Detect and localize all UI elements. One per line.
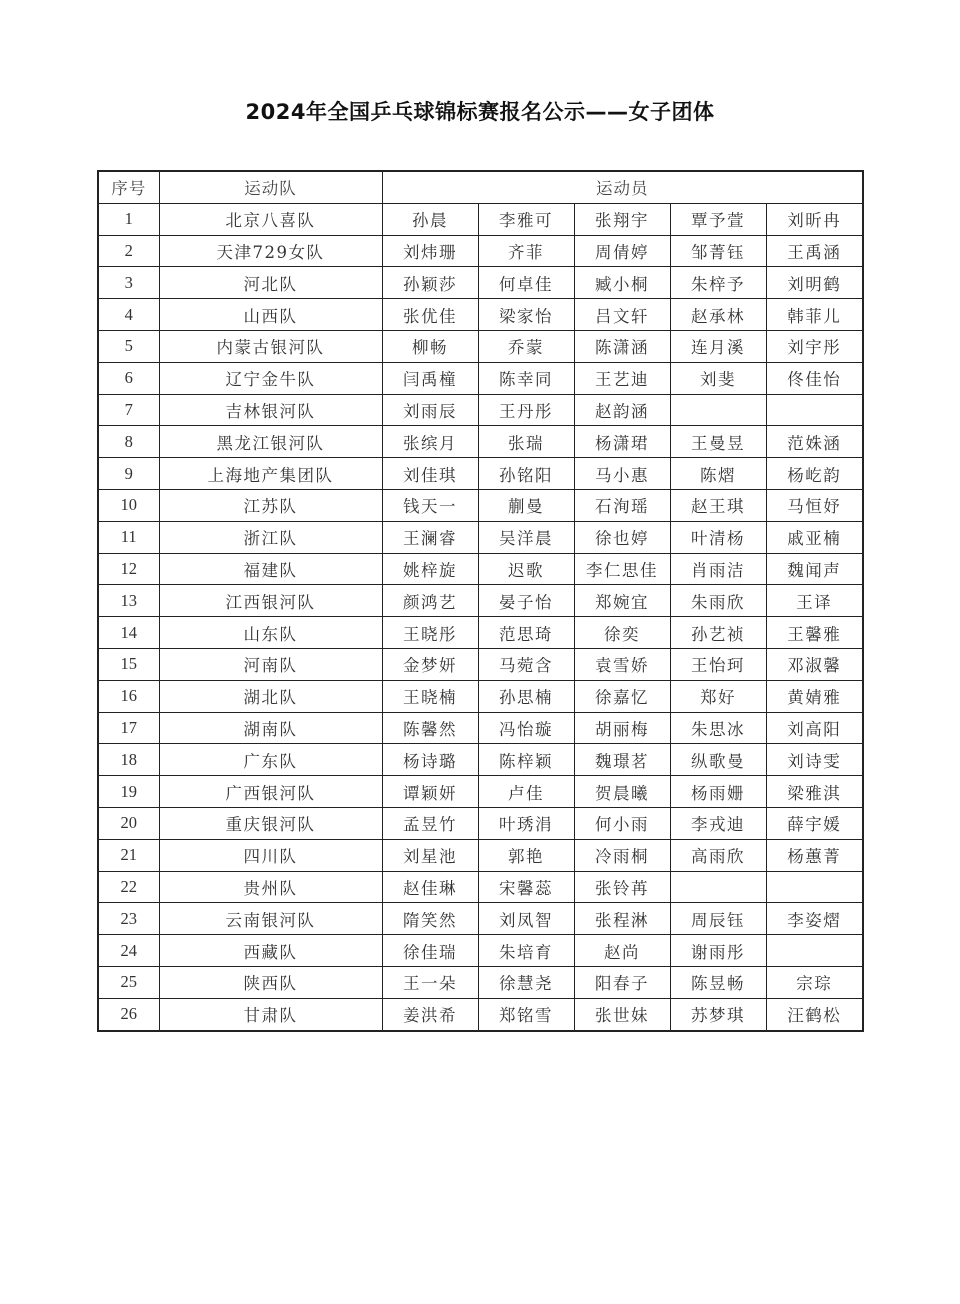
player-name: 臧小桐 — [574, 267, 670, 299]
player-name: 齐菲 — [478, 235, 574, 267]
roster-table — [97, 170, 864, 1032]
player-name: 范姝涵 — [766, 426, 863, 458]
player-name: 隋笑然 — [382, 903, 478, 935]
row-index: 9 — [98, 458, 159, 490]
row-index: 7 — [98, 394, 159, 426]
player-name: 刘凤智 — [478, 903, 574, 935]
row-index: 2 — [98, 235, 159, 267]
player-name: 徐嘉忆 — [574, 680, 670, 712]
player-name: 钱天一 — [382, 489, 478, 521]
player-name: 陈幸同 — [478, 362, 574, 394]
row-index: 17 — [98, 712, 159, 744]
table-row — [98, 648, 863, 680]
player-name: 徐佳瑞 — [382, 935, 478, 967]
player-name — [766, 871, 863, 903]
player-name: 马恒妤 — [766, 489, 863, 521]
player-name: 闫禹橦 — [382, 362, 478, 394]
team-name: 湖北队 — [159, 680, 382, 712]
player-name: 孙颖莎 — [382, 267, 478, 299]
table-row — [98, 998, 863, 1030]
player-name: 孙晨 — [382, 203, 478, 235]
player-name: 马小惠 — [574, 458, 670, 490]
header-index: 序号 — [98, 171, 159, 203]
player-name: 陈昱畅 — [670, 966, 766, 998]
player-name: 刘雨辰 — [382, 394, 478, 426]
table-row — [98, 394, 863, 426]
player-name: 杨雨姗 — [670, 776, 766, 808]
player-name: 张世妹 — [574, 998, 670, 1030]
team-name: 广西银河队 — [159, 776, 382, 808]
player-name — [766, 394, 863, 426]
player-name: 叶琇涓 — [478, 807, 574, 839]
table-row — [98, 776, 863, 808]
player-name: 宋馨蕊 — [478, 871, 574, 903]
player-name: 连月溪 — [670, 330, 766, 362]
player-name: 姚梓旋 — [382, 553, 478, 585]
table-row — [98, 966, 863, 998]
player-name: 金梦妍 — [382, 648, 478, 680]
player-name: 刘昕冉 — [766, 203, 863, 235]
player-name: 孙铭阳 — [478, 458, 574, 490]
player-name: 朱培育 — [478, 935, 574, 967]
player-name: 戚亚楠 — [766, 521, 863, 553]
player-name: 刘炜珊 — [382, 235, 478, 267]
player-name: 李戎迪 — [670, 807, 766, 839]
player-name: 谢雨彤 — [670, 935, 766, 967]
player-name: 陈馨然 — [382, 712, 478, 744]
player-name: 刘诗雯 — [766, 744, 863, 776]
player-name: 李姿熠 — [766, 903, 863, 935]
row-index: 25 — [98, 966, 159, 998]
team-name: 河北队 — [159, 267, 382, 299]
team-name: 河南队 — [159, 648, 382, 680]
player-name: 吕文轩 — [574, 299, 670, 331]
table-row — [98, 426, 863, 458]
team-name: 天津729女队 — [159, 235, 382, 267]
team-name: 重庆银河队 — [159, 807, 382, 839]
player-name: 王怡珂 — [670, 648, 766, 680]
row-index: 13 — [98, 585, 159, 617]
player-name: 蒯曼 — [478, 489, 574, 521]
row-index: 14 — [98, 617, 159, 649]
player-name: 郑婉宜 — [574, 585, 670, 617]
row-index: 21 — [98, 839, 159, 871]
player-name: 梁雅淇 — [766, 776, 863, 808]
row-index: 10 — [98, 489, 159, 521]
table-row — [98, 935, 863, 967]
player-name: 杨潇珺 — [574, 426, 670, 458]
player-name: 王馨雅 — [766, 617, 863, 649]
player-name: 郑好 — [670, 680, 766, 712]
player-name: 魏璟茗 — [574, 744, 670, 776]
team-name: 上海地产集团队 — [159, 458, 382, 490]
player-name: 王禹涵 — [766, 235, 863, 267]
player-name: 刘高阳 — [766, 712, 863, 744]
player-name: 张缤月 — [382, 426, 478, 458]
player-name: 刘斐 — [670, 362, 766, 394]
player-name: 刘星池 — [382, 839, 478, 871]
player-name: 杨屹韵 — [766, 458, 863, 490]
team-name: 黑龙江银河队 — [159, 426, 382, 458]
player-name — [766, 935, 863, 967]
table-row — [98, 807, 863, 839]
player-name: 胡丽梅 — [574, 712, 670, 744]
row-index: 23 — [98, 903, 159, 935]
team-name: 陕西队 — [159, 966, 382, 998]
table-row — [98, 553, 863, 585]
player-name: 赵佳琳 — [382, 871, 478, 903]
player-name: 何小雨 — [574, 807, 670, 839]
player-name: 马菀含 — [478, 648, 574, 680]
player-name: 薛宇媛 — [766, 807, 863, 839]
row-index: 26 — [98, 998, 159, 1030]
player-name: 赵尚 — [574, 935, 670, 967]
player-name: 卢佳 — [478, 776, 574, 808]
player-name: 覃予萱 — [670, 203, 766, 235]
table-row — [98, 712, 863, 744]
team-name: 江苏队 — [159, 489, 382, 521]
team-name: 辽宁金牛队 — [159, 362, 382, 394]
player-name: 贺晨曦 — [574, 776, 670, 808]
player-name: 徐奕 — [574, 617, 670, 649]
player-name: 叶清杨 — [670, 521, 766, 553]
player-name: 刘佳琪 — [382, 458, 478, 490]
player-name: 何卓佳 — [478, 267, 574, 299]
player-name: 宗琮 — [766, 966, 863, 998]
player-name: 谭颖妍 — [382, 776, 478, 808]
player-name: 纵歌曼 — [670, 744, 766, 776]
player-name: 黄婧雅 — [766, 680, 863, 712]
table-row — [98, 458, 863, 490]
player-name: 范思琦 — [478, 617, 574, 649]
table-row — [98, 299, 863, 331]
player-name: 吴洋晨 — [478, 521, 574, 553]
player-name: 王晓楠 — [382, 680, 478, 712]
table-row — [98, 203, 863, 235]
table-row — [98, 744, 863, 776]
player-name: 郭艳 — [478, 839, 574, 871]
player-name: 韩菲儿 — [766, 299, 863, 331]
document-title: 2024年全国乒乓球锦标赛报名公示——女子团体 — [245, 100, 715, 124]
player-name: 乔蒙 — [478, 330, 574, 362]
player-name: 张优佳 — [382, 299, 478, 331]
table-row — [98, 489, 863, 521]
player-name — [670, 394, 766, 426]
player-name: 刘宇彤 — [766, 330, 863, 362]
player-name: 王澜睿 — [382, 521, 478, 553]
player-name: 李仁思佳 — [574, 553, 670, 585]
player-name: 陈熠 — [670, 458, 766, 490]
team-name: 云南银河队 — [159, 903, 382, 935]
player-name: 张铃苒 — [574, 871, 670, 903]
table-row — [98, 585, 863, 617]
team-name: 贵州队 — [159, 871, 382, 903]
team-name: 江西银河队 — [159, 585, 382, 617]
player-name: 李雅可 — [478, 203, 574, 235]
row-index: 5 — [98, 330, 159, 362]
player-name: 石洵瑶 — [574, 489, 670, 521]
player-name: 孙艺祯 — [670, 617, 766, 649]
player-name: 赵韵涵 — [574, 394, 670, 426]
team-name: 内蒙古银河队 — [159, 330, 382, 362]
player-name: 陈潇涵 — [574, 330, 670, 362]
player-name: 颜鸿艺 — [382, 585, 478, 617]
team-name: 北京八喜队 — [159, 203, 382, 235]
player-name — [670, 871, 766, 903]
player-name: 张瑞 — [478, 426, 574, 458]
player-name: 王译 — [766, 585, 863, 617]
player-name: 张翔宇 — [574, 203, 670, 235]
player-name: 赵承林 — [670, 299, 766, 331]
team-name: 广东队 — [159, 744, 382, 776]
player-name: 杨蕙菁 — [766, 839, 863, 871]
row-index: 16 — [98, 680, 159, 712]
table-row — [98, 362, 863, 394]
player-name: 柳畅 — [382, 330, 478, 362]
player-name: 王一朵 — [382, 966, 478, 998]
player-name: 邓淑馨 — [766, 648, 863, 680]
player-name: 邹菁钰 — [670, 235, 766, 267]
table-row — [98, 839, 863, 871]
row-index: 1 — [98, 203, 159, 235]
player-name: 周倩婷 — [574, 235, 670, 267]
player-name: 迟歌 — [478, 553, 574, 585]
row-index: 3 — [98, 267, 159, 299]
player-name: 阳春子 — [574, 966, 670, 998]
player-name: 赵王琪 — [670, 489, 766, 521]
table-row — [98, 267, 863, 299]
row-index: 4 — [98, 299, 159, 331]
table-row — [98, 680, 863, 712]
table-row — [98, 871, 863, 903]
player-name: 徐也婷 — [574, 521, 670, 553]
player-name: 肖雨洁 — [670, 553, 766, 585]
player-name: 汪鹤松 — [766, 998, 863, 1030]
row-index: 22 — [98, 871, 159, 903]
header-players: 运动员 — [382, 171, 863, 203]
player-name: 冷雨桐 — [574, 839, 670, 871]
player-name: 姜洪希 — [382, 998, 478, 1030]
player-name: 王曼昱 — [670, 426, 766, 458]
player-name: 郑铭雪 — [478, 998, 574, 1030]
player-name: 杨诗璐 — [382, 744, 478, 776]
team-name: 甘肃队 — [159, 998, 382, 1030]
team-name: 福建队 — [159, 553, 382, 585]
table-row — [98, 330, 863, 362]
player-name: 徐慧尧 — [478, 966, 574, 998]
team-name: 山西队 — [159, 299, 382, 331]
player-name: 陈梓颖 — [478, 744, 574, 776]
player-name: 王丹彤 — [478, 394, 574, 426]
player-name: 魏闻声 — [766, 553, 863, 585]
player-name: 王晓彤 — [382, 617, 478, 649]
player-name: 刘明鹤 — [766, 267, 863, 299]
player-name: 周辰钰 — [670, 903, 766, 935]
team-name: 浙江队 — [159, 521, 382, 553]
player-name: 张程淋 — [574, 903, 670, 935]
table-row — [98, 903, 863, 935]
player-name: 晏子怡 — [478, 585, 574, 617]
player-name: 高雨欣 — [670, 839, 766, 871]
team-name: 西藏队 — [159, 935, 382, 967]
player-name: 冯怡璇 — [478, 712, 574, 744]
row-index: 19 — [98, 776, 159, 808]
player-name: 梁家怡 — [478, 299, 574, 331]
player-name: 袁雪娇 — [574, 648, 670, 680]
row-index: 15 — [98, 648, 159, 680]
player-name: 朱梓予 — [670, 267, 766, 299]
team-name: 湖南队 — [159, 712, 382, 744]
team-name: 四川队 — [159, 839, 382, 871]
player-name: 苏梦琪 — [670, 998, 766, 1030]
player-name: 佟佳怡 — [766, 362, 863, 394]
player-name: 朱思冰 — [670, 712, 766, 744]
table-row — [98, 617, 863, 649]
team-name: 吉林银河队 — [159, 394, 382, 426]
row-index: 12 — [98, 553, 159, 585]
row-index: 18 — [98, 744, 159, 776]
table-row — [98, 235, 863, 267]
header-team: 运动队 — [159, 171, 382, 203]
team-name: 山东队 — [159, 617, 382, 649]
row-index: 11 — [98, 521, 159, 553]
table-header-row — [98, 171, 863, 203]
row-index: 24 — [98, 935, 159, 967]
player-name: 朱雨欣 — [670, 585, 766, 617]
table-body — [98, 203, 863, 1030]
table-row — [98, 521, 863, 553]
player-name: 孙思楠 — [478, 680, 574, 712]
row-index: 6 — [98, 362, 159, 394]
player-name: 王艺迪 — [574, 362, 670, 394]
row-index: 8 — [98, 426, 159, 458]
player-name: 孟昱竹 — [382, 807, 478, 839]
row-index: 20 — [98, 807, 159, 839]
